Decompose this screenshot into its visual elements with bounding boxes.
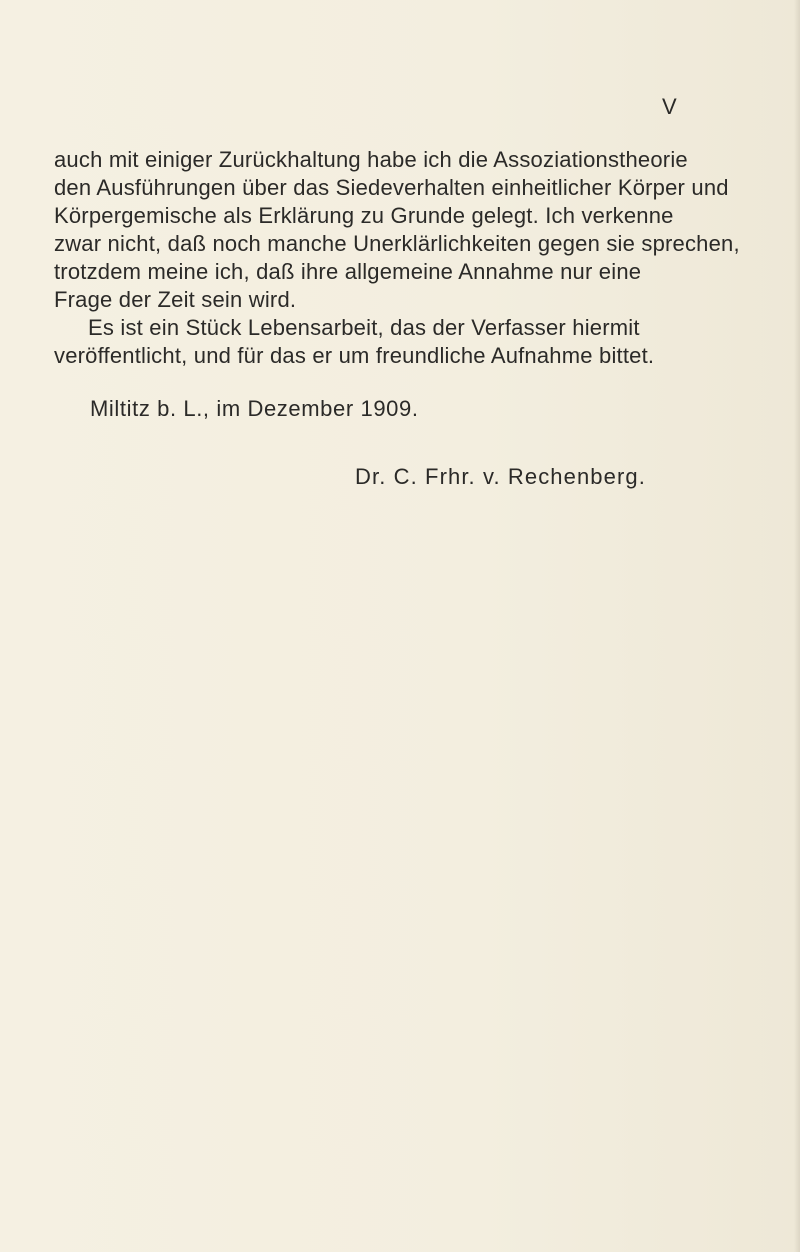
text-line: trotzdem meine ich, daß ihre allgemeine Annahme nur eine (54, 259, 642, 284)
page-edge-shadow (794, 0, 800, 1252)
place-date: Miltitz b. L., im Dezember 1909. (90, 396, 419, 421)
text-line: zwar nicht, daß noch manche Unerklärlichkeiten gegen sie sprechen, (54, 231, 740, 256)
page-number: V (662, 94, 677, 119)
author-signature: Dr. C. Frhr. v. Rechenberg. (355, 464, 646, 489)
text-line: veröffentlicht, und für das er um freundliche Aufnahme bittet. (54, 343, 655, 368)
text-line: den Ausführungen über das Siedeverhalten einheitlicher Körper und (54, 175, 729, 200)
text-line: Frage der Zeit sein wird. (54, 287, 297, 312)
text-line: Körpergemische als Erklärung zu Grunde gelegt. Ich verkenne (54, 203, 674, 228)
text-line: auch mit einiger Zurückhaltung habe ich die Assoziationstheorie (54, 147, 688, 172)
text-line: Es ist ein Stück Lebensarbeit, das der Verfasser hiermit (88, 315, 640, 340)
